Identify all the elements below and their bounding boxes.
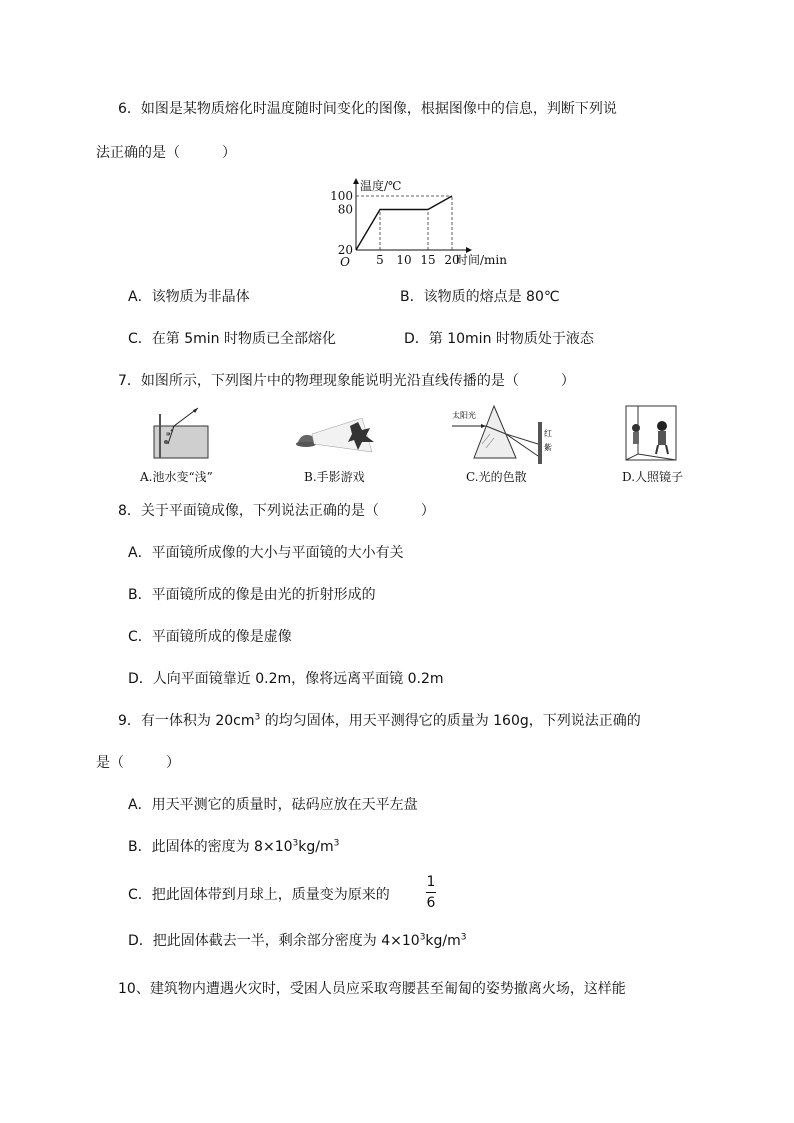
q9-option-b-unit: kg/m: [298, 839, 334, 855]
melting-temperature-chart: [330, 176, 507, 272]
q10-stem-line1: 10、建筑物内遭遇火灾时，受困人员应采取弯腰甚至匍匐的姿势撤离火场，这样能: [118, 981, 626, 997]
prism-dispersion-picture: [452, 404, 552, 464]
q9-option-b-exp2: 3: [333, 838, 340, 849]
q6-option-b: B．该物质的熔点是 80℃: [400, 289, 560, 305]
q6-option-d: D．第 10min 时物质处于液态: [404, 331, 594, 347]
q6-stem-line1: 6．如图是某物质熔化时温度随时间变化的图像，根据图像中的信息，判断下列说: [118, 101, 617, 117]
q9-option-a: A．用天平测它的质量时，砝码应放在天平左盘: [128, 797, 418, 813]
temperature-line: [356, 196, 452, 250]
sunlight-label: 太阳光: [452, 411, 476, 420]
q9-option-b-part1: B．此固体的密度为 8×10: [128, 839, 293, 855]
x-tick-5: 5: [376, 253, 384, 267]
q7-stem: 7．如图所示，下列图片中的物理现象能说明光沿直线传播的是（ ）: [118, 373, 575, 389]
y-tick-100: 100: [330, 189, 353, 203]
q7-caption-b: B.手影游戏: [304, 470, 365, 484]
pool-refraction-picture: [152, 404, 212, 460]
fraction-denominator: 6: [426, 895, 436, 911]
q8-option-d: D．人向平面镜靠近 0.2m，像将远离平面镜 0.2m: [128, 671, 444, 687]
x-tick-20: 20: [444, 253, 460, 267]
q9-option-d-exp1: 3: [419, 932, 426, 943]
q9-stem-line1: [118, 710, 641, 730]
q9-stem-superscript: 3: [254, 712, 261, 723]
q9-option-c: C．把此固体带到月球上，质量变为原来的: [128, 887, 390, 903]
q9-stem-part1: 9．有一体积为 20cm: [118, 713, 255, 729]
y-axis-label: 温度/℃: [360, 179, 402, 193]
q9-stem-line2: 是（ ）: [96, 755, 180, 771]
shadow-play-picture: [292, 412, 388, 456]
q8-option-b: B．平面镜所成的像是由光的折射形成的: [128, 587, 376, 603]
q9-option-b-exp1: 3: [292, 838, 299, 849]
q6-stem-line2: 法正确的是（ ）: [96, 145, 236, 161]
q9-option-d: [128, 930, 467, 950]
q7-caption-a: A.池水变“浅”: [140, 470, 213, 484]
x-axis-label: 时间/min: [456, 253, 507, 267]
q6-option-a: A．该物质为非晶体: [128, 289, 250, 305]
x-tick-15: 15: [420, 253, 436, 267]
q9-option-d-unit: kg/m: [425, 933, 461, 949]
fraction-numerator: 1: [426, 874, 436, 890]
q9-option-d-part1: D．把此固体截去一半，剩余部分密度为 4×10: [128, 933, 420, 949]
q6-option-c: C．在第 5min 时物质已全部熔化: [128, 331, 336, 347]
y-tick-20: 20: [337, 243, 353, 257]
mirror-picture: [624, 404, 678, 462]
q8-option-c: C．平面镜所成的像是虚像: [128, 629, 292, 645]
q7-caption-d: D.人照镜子: [622, 470, 684, 484]
origin-label: O: [340, 255, 350, 269]
violet-label: 紫: [544, 443, 552, 452]
q7-caption-c: C.光的色散: [466, 470, 527, 484]
q8-option-a: A．平面镜所成像的大小与平面镜的大小有关: [128, 545, 404, 561]
y-tick-80: 80: [337, 202, 353, 217]
q9-option-d-exp2: 3: [460, 932, 467, 943]
fraction-one-sixth: [424, 874, 438, 911]
q8-stem: 8．关于平面镜成像，下列说法正确的是（ ）: [118, 503, 435, 519]
x-tick-10: 10: [396, 253, 412, 267]
q9-stem-part2: 的均匀固体，用天平测得它的质量为 160g，下列说法正确的: [260, 713, 641, 729]
q9-option-b: [128, 836, 339, 856]
red-label: 红: [544, 429, 552, 438]
y-axis-arrow: [353, 178, 359, 184]
